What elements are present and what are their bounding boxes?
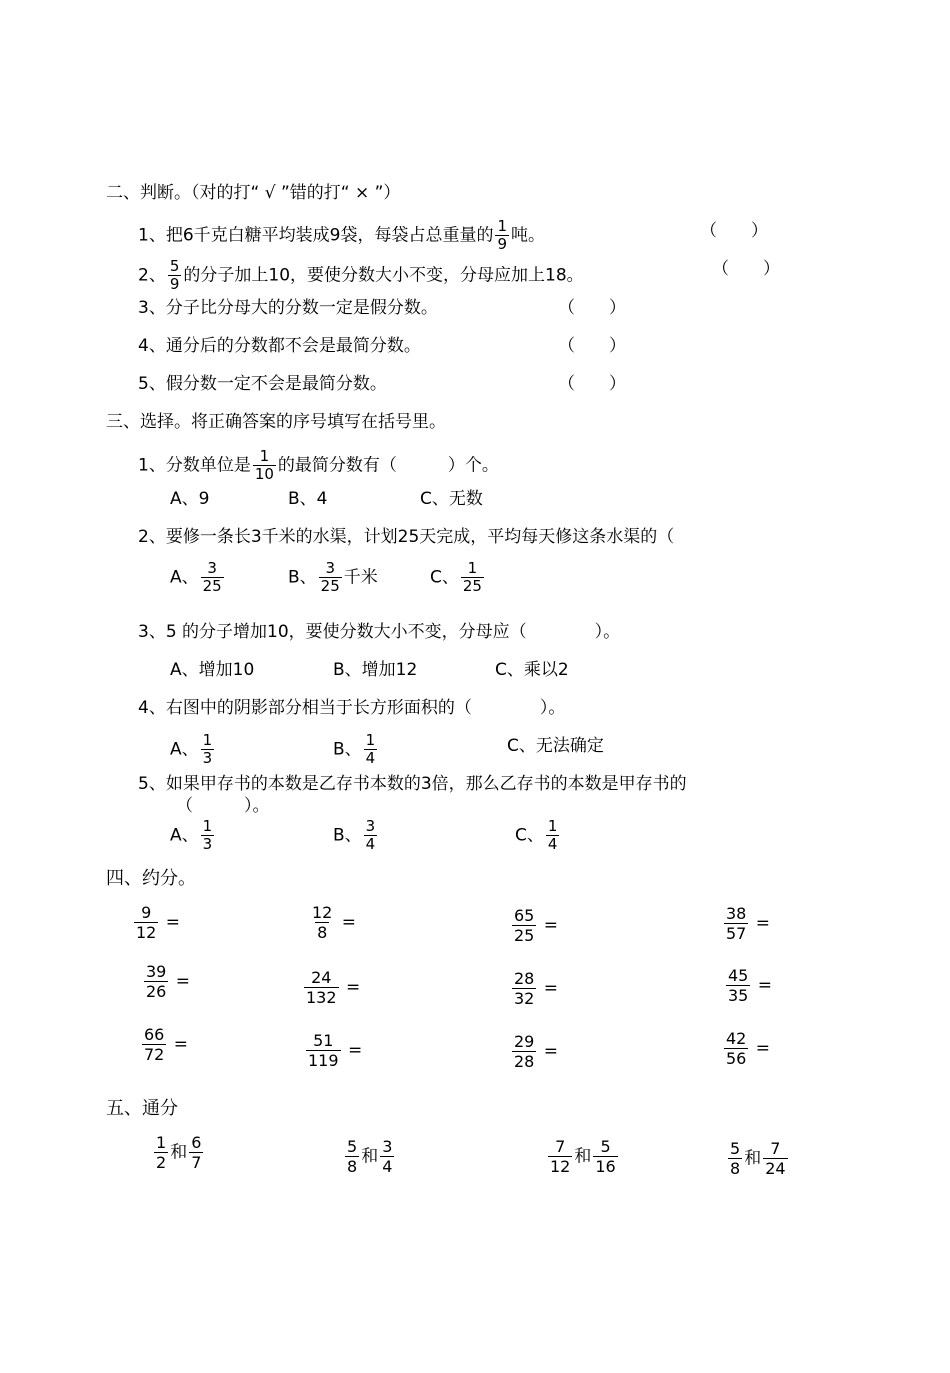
option-a[interactable]: A、 $\frac{3}{25}$ <box>170 559 222 595</box>
option-c[interactable]: C、 $\frac{1}{4}$ <box>515 817 558 853</box>
reduce-item[interactable]: $\frac{42}{56}$ = <box>726 1029 771 1068</box>
s3-question-2: 2、要修一条长3千米的水渠，计划25天完成，平均每天修这条水渠的（ <box>138 527 675 547</box>
reduce-item[interactable]: $\frac{28}{32}$ = <box>514 969 559 1008</box>
reduce-item[interactable]: $\frac{12}{8}$ = <box>312 903 357 942</box>
reduce-item[interactable]: $\frac{38}{57}$ = <box>726 904 771 943</box>
s2-question-4: 4、通分后的分数都不会是最简分数。 <box>138 336 421 356</box>
common-denominator-pair[interactable]: $\frac{5}{8}$ 和 $\frac{7}{24}$ <box>730 1139 786 1178</box>
option-a[interactable]: A、 $\frac{1}{3}$ <box>170 731 213 767</box>
s3-question-1: 1、分数单位是 $\frac{1}{10}$ 的最简分数有（ ）个。 <box>138 447 499 483</box>
common-denominator-pair[interactable]: $\frac{1}{2}$ 和 $\frac{6}{7}$ <box>156 1133 202 1172</box>
reduce-item[interactable]: $\frac{24}{132}$ = <box>306 968 361 1007</box>
answer-blank[interactable]: （ ） <box>700 221 768 241</box>
answer-blank[interactable]: （ ） <box>558 298 626 318</box>
s3-question-5: 5、如果甲存书的本数是乙存书本数的3倍，那么乙存书的本数是甲存书的 <box>138 774 687 794</box>
answer-blank[interactable]: （ ） <box>558 336 626 356</box>
reduce-item[interactable]: $\frac{39}{26}$ = <box>146 962 191 1001</box>
common-denominator-pair[interactable]: $\frac{7}{12}$ 和 $\frac{5}{16}$ <box>550 1137 616 1176</box>
s3-question-4: 4、右图中的阴影部分相当于长方形面积的（ ）。 <box>138 698 566 718</box>
fraction: $\frac{5}{9}$ <box>169 257 180 293</box>
s2-q1-text: 1、把6千克白糖平均装成9袋，每袋占总重量的 <box>138 225 494 246</box>
fraction: $\frac{1}{25}$ <box>462 559 482 595</box>
answer-blank[interactable]: （ ）。 <box>176 796 270 816</box>
fraction: $\frac{1}{4}$ <box>547 817 558 853</box>
fraction: $\frac{1}{9}$ <box>497 217 507 253</box>
fraction: $\frac{1}{10}$ <box>254 447 274 483</box>
s2-question-2: 2、 $\frac{5}{9}$ 的分子加上10，要使分数大小不变，分母应加上18。 <box>138 257 584 293</box>
option-b[interactable]: B、4 <box>288 489 328 509</box>
reduce-item[interactable]: $\frac{9}{12}$ = <box>136 903 181 942</box>
option-a[interactable]: A、增加10 <box>170 660 255 680</box>
section4-title: 四、约分。 <box>106 868 196 889</box>
option-a[interactable]: A、 $\frac{1}{3}$ <box>170 817 213 853</box>
option-c[interactable]: C、 $\frac{1}{25}$ <box>430 559 482 595</box>
option-b[interactable]: B、增加12 <box>333 660 418 680</box>
s2-question-5: 5、假分数一定不会是最简分数。 <box>138 374 387 394</box>
s3-question-3: 3、5 的分子增加10，要使分数大小不变，分母应（ ）。 <box>138 622 621 642</box>
answer-blank[interactable]: （ ） <box>558 374 626 394</box>
fraction: $\frac{1}{3}$ <box>202 817 213 853</box>
option-b[interactable]: B、 $\frac{1}{4}$ <box>333 731 376 767</box>
fraction: $\frac{3}{25}$ <box>320 559 340 595</box>
s2-q1-post: 吨。 <box>511 225 545 246</box>
option-b[interactable]: B、 $\frac{3}{4}$ <box>333 817 376 853</box>
s2-question-1 <box>138 218 545 253</box>
s2-question-3: 3、分子比分母大的分数一定是假分数。 <box>138 298 438 318</box>
reduce-item[interactable]: $\frac{66}{72}$ = <box>144 1025 189 1064</box>
reduce-item[interactable]: $\frac{29}{28}$ = <box>514 1032 559 1071</box>
option-a[interactable]: A、9 <box>170 489 210 509</box>
fraction: $\frac{3}{25}$ <box>202 559 222 595</box>
reduce-item[interactable]: $\frac{45}{35}$ = <box>728 966 773 1005</box>
reduce-item[interactable]: $\frac{65}{25}$ = <box>514 906 559 945</box>
fraction: $\frac{1}{3}$ <box>202 731 213 767</box>
common-denominator-pair[interactable]: $\frac{5}{8}$ 和 $\frac{3}{4}$ <box>347 1137 393 1176</box>
fraction: $\frac{1}{4}$ <box>365 731 376 767</box>
fraction: $\frac{3}{4}$ <box>365 817 376 853</box>
s2-q2-post: 的分子加上10，要使分数大小不变，分母应加上18。 <box>183 265 584 286</box>
option-c[interactable]: C、无法确定 <box>507 736 604 756</box>
option-c[interactable]: C、乘以2 <box>495 660 569 680</box>
section5-title: 五、通分 <box>106 1098 178 1119</box>
option-c[interactable]: C、无数 <box>420 489 483 509</box>
reduce-item[interactable]: $\frac{51}{119}$ = <box>308 1031 363 1070</box>
section3-title: 三、选择。将正确答案的序号填写在括号里。 <box>106 412 446 432</box>
answer-blank[interactable]: （ ） <box>712 259 780 279</box>
option-b[interactable]: B、 $\frac{3}{25}$ 千米 <box>288 559 378 595</box>
section2-title: 二、判断。（对的打“ √ ”错的打“ × ”） <box>106 183 401 203</box>
